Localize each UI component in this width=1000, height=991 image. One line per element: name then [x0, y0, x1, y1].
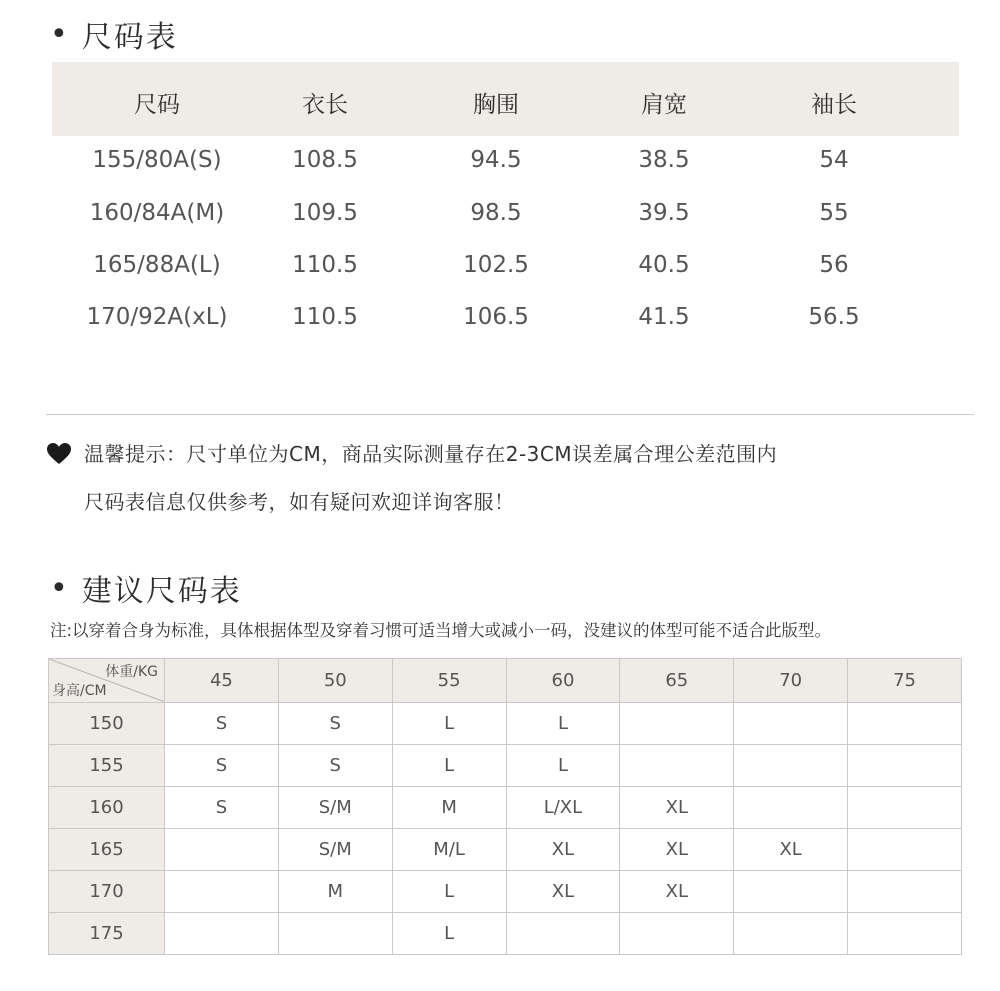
size-cell [848, 913, 962, 955]
weight-header-cell: 65 [620, 659, 734, 703]
weight-header-cell: 75 [848, 659, 962, 703]
size-cell: L/XL [506, 787, 620, 829]
size-chart-header-cell: 胸围 [473, 92, 519, 118]
weight-header-cell: 45 [165, 659, 279, 703]
size-cell: M [392, 787, 506, 829]
divider [46, 414, 974, 415]
size-chart-header-cell: 袖长 [811, 92, 857, 118]
size-cell: XL [620, 871, 734, 913]
size-cell [848, 787, 962, 829]
size-cell [506, 913, 620, 955]
bullet-icon: • [50, 570, 70, 606]
size-chart-header-cell: 尺码 [134, 92, 180, 118]
size-cell [620, 745, 734, 787]
heart-icon [46, 442, 72, 466]
size-chart-cell: 41.5 [638, 304, 690, 330]
size-cell [278, 913, 392, 955]
size-cell: S [165, 787, 279, 829]
size-chart-header-cell: 衣长 [302, 92, 348, 118]
size-chart-cell: 56 [819, 252, 849, 278]
weight-axis-label: 体重/KG [105, 664, 158, 680]
table-row [49, 745, 962, 787]
size-cell [165, 829, 279, 871]
size-chart-cell: 160/84A(M) [89, 200, 225, 226]
size-cell: S/M [278, 787, 392, 829]
size-cell: S [278, 703, 392, 745]
size-chart-cell: 110.5 [292, 252, 358, 278]
size-cell: XL [620, 787, 734, 829]
size-cell [734, 703, 848, 745]
height-cell: 170 [49, 871, 165, 913]
tip-line-2: 尺码表信息仅供参考，如有疑问欢迎详询客服！ [84, 490, 515, 514]
size-cell: S [165, 745, 279, 787]
weight-header-cell: 70 [734, 659, 848, 703]
size-chart-cell: 40.5 [638, 252, 690, 278]
size-cell: M/L [392, 829, 506, 871]
size-chart-cell: 54 [819, 147, 849, 173]
height-cell: 160 [49, 787, 165, 829]
size-cell [734, 913, 848, 955]
size-cell [734, 745, 848, 787]
table-corner-cell [49, 659, 165, 703]
height-cell: 155 [49, 745, 165, 787]
size-cell [165, 871, 279, 913]
size-chart-cell: 155/80A(S) [92, 147, 222, 173]
bullet-icon: • [50, 16, 70, 52]
size-cell [620, 703, 734, 745]
size-cell [848, 745, 962, 787]
table-row [49, 829, 962, 871]
size-chart-cell: 38.5 [638, 147, 690, 173]
size-cell: L [506, 703, 620, 745]
size-chart-cell: 102.5 [463, 252, 529, 278]
size-cell: L [392, 703, 506, 745]
size-chart-cell: 55 [819, 200, 849, 226]
table-row [49, 871, 962, 913]
tip-line-1: 温馨提示：尺寸单位为CM，商品实际测量存在2-3CM误差属合理公差范围内 [84, 442, 778, 466]
size-cell: S/M [278, 829, 392, 871]
size-chart-cell: 170/92A(xL) [86, 304, 228, 330]
size-chart-cell: 98.5 [470, 200, 522, 226]
recommend-title-text: 建议尺码表 [81, 574, 242, 609]
size-cell [734, 871, 848, 913]
size-cell [848, 829, 962, 871]
size-cell [848, 703, 962, 745]
size-cell: S [278, 745, 392, 787]
size-chart-title-text: 尺码表 [81, 20, 178, 55]
size-chart-cell: 108.5 [292, 147, 358, 173]
size-cell [848, 871, 962, 913]
size-cell: M [278, 871, 392, 913]
table-row [49, 703, 962, 745]
height-cell: 150 [49, 703, 165, 745]
table-row [49, 787, 962, 829]
size-chart-cell: 110.5 [292, 304, 358, 330]
size-cell: L [392, 871, 506, 913]
size-chart-cell: 94.5 [470, 147, 522, 173]
height-cell: 175 [49, 913, 165, 955]
height-cell: 165 [49, 829, 165, 871]
size-cell: L [392, 913, 506, 955]
size-chart-cell: 56.5 [808, 304, 860, 330]
table-row [49, 913, 962, 955]
size-chart-cell: 109.5 [292, 200, 358, 226]
size-cell: XL [620, 829, 734, 871]
recommend-title [50, 566, 242, 610]
size-chart-cell: 106.5 [463, 304, 529, 330]
weight-header-cell: 55 [392, 659, 506, 703]
size-cell: S [165, 703, 279, 745]
recommend-table [48, 658, 962, 955]
size-cell [620, 913, 734, 955]
size-cell: L [506, 745, 620, 787]
size-cell: XL [734, 829, 848, 871]
size-cell: L [392, 745, 506, 787]
height-axis-label: 身高/CM [52, 683, 107, 699]
recommend-note: 注:以穿着合身为标准，具体根据体型及穿着习惯可适当增大或减小一码，没建议的体型可能不适合此版型。 [50, 621, 832, 640]
size-chart-header-cell: 肩宽 [641, 92, 687, 118]
size-chart-title [50, 12, 178, 56]
size-chart-cell: 165/88A(L) [93, 252, 221, 278]
size-cell [165, 913, 279, 955]
size-cell: XL [506, 871, 620, 913]
size-chart-cell: 39.5 [638, 200, 690, 226]
weight-header-cell: 50 [278, 659, 392, 703]
size-cell [734, 787, 848, 829]
size-cell: XL [506, 829, 620, 871]
weight-header-cell: 60 [506, 659, 620, 703]
